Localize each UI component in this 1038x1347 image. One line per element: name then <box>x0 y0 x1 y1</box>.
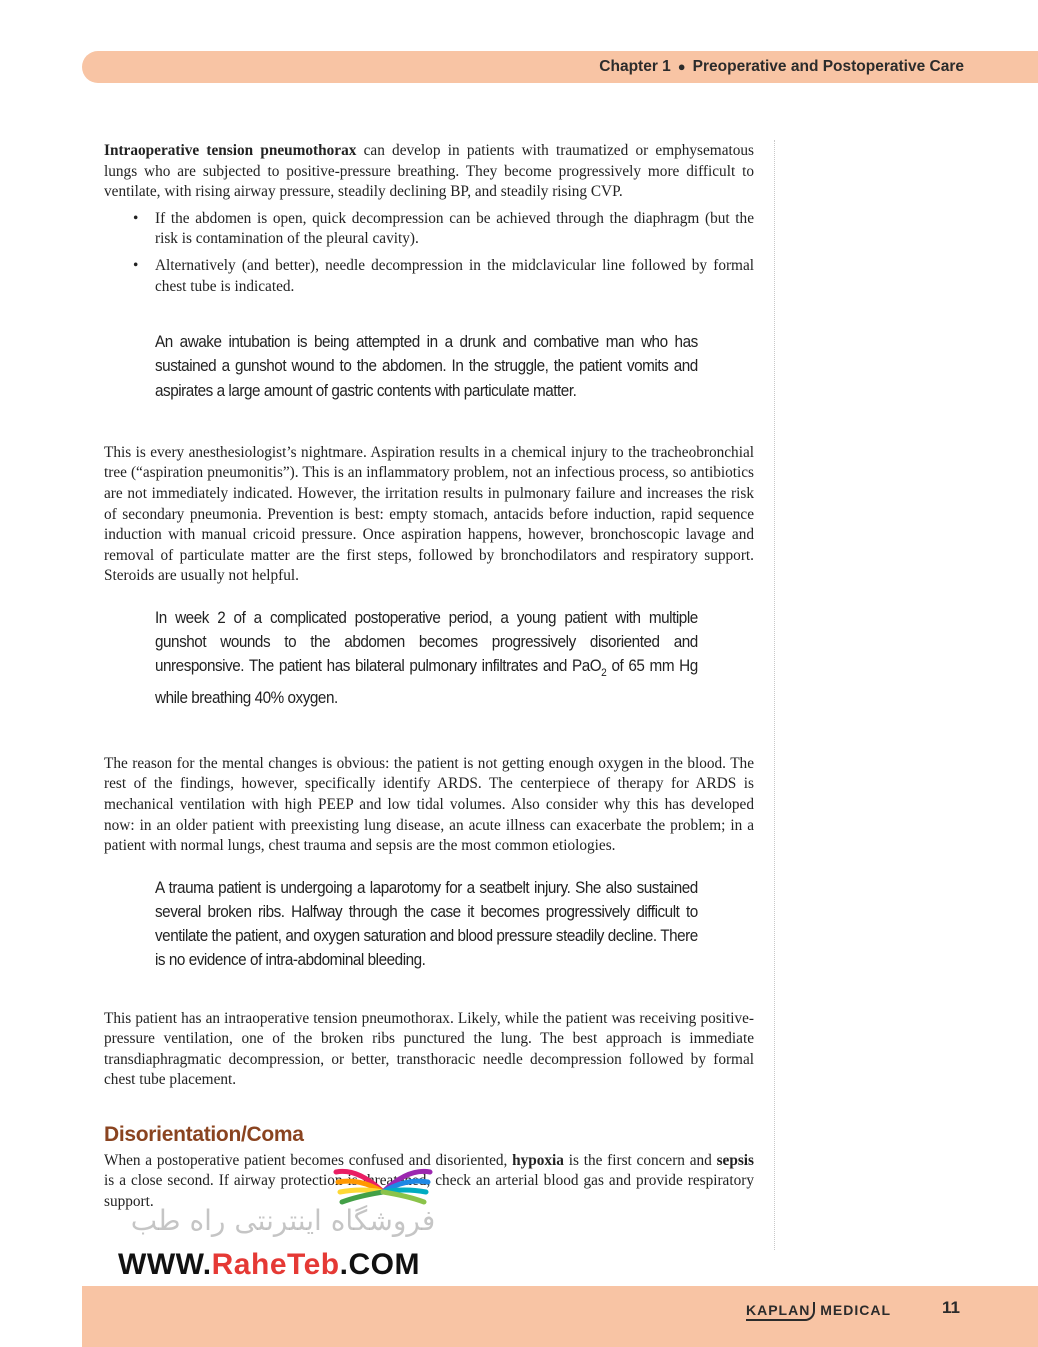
paragraph-ards: The reason for the mental changes is obvious: the patient is not getting enough oxygen in the blood. The rest of the findings, however, specifically identify ARDS. The centerpiece of therapy for ARDS is mechanical ventilation with high PEEP and low tidal volumes. Also consider why this has developed now: in an older patient with preexisting lung disease, an acute illness can exacerbate the problem; in a patient with normal lungs, chest trauma and sepsis are the most common etiologies. <box>104 754 754 855</box>
paragraph-disorientation: When a postoperative patient becomes confused and disoriented, hypoxia is the first concern and sepsis is a close second. If airway protection is threatened, check an arterial blood gas and provide respiratory support. <box>104 1151 754 1211</box>
chapter-label: Chapter 1 <box>599 58 671 75</box>
list-item: • If the abdomen is open, quick decompression can be achieved through the diaphragm (but the risk is contamination of the pleural cavity). <box>133 209 754 248</box>
watermark <box>118 1148 448 1282</box>
margin-divider <box>774 140 775 1250</box>
watermark-url: WWW.RaheTeb.COM <box>118 1248 420 1281</box>
paragraph-pneumothorax-answer: This patient has an intraoperative tension pneumothorax. Likely, while the patient was receiving positive-pressure ventilation, one of the broken ribs punctured the lung. The best approach is immediate transdiaphragmatic decompression, or better, transthoracic needle decompression followed by formal chest tube placement. <box>104 1009 754 1089</box>
watermark-persian-text: فروشگاه اینترنتی راه طب <box>130 1204 436 1237</box>
bullet-icon: • <box>133 209 139 227</box>
section-heading: Disorientation/Coma <box>104 1122 304 1146</box>
case-vignette-aspiration: An awake intubation is being attempted in a drunk and combative man who has sustained a gunshot wound to the abdomen. In the struggle, the patient vomits and aspirates a large amount of gastric contents with particulate matter. <box>155 332 698 400</box>
subscript: 2 <box>601 667 607 680</box>
page-number: 11 <box>942 1298 960 1317</box>
list-item: • Alternatively (and better), needle decompression in the midclavicular line followed by formal chest tube is indicated. <box>133 256 754 295</box>
chapter-title: Preoperative and Postoperative Care <box>692 58 964 75</box>
footer-band <box>82 1286 1038 1347</box>
paragraph-aspiration: This is every anesthesiologist’s nightmare. Aspiration results in a chemical injury to the tracheobronchial tree (“aspiration pneumonitis”). This is an inflammatory problem, not an infectious process, so antibiotics are not immediately indicated. However, the irritation results in pulmonary failure and increases the risk of secondary pneumonia. Prevention is best: empty stomach, antacids before induction, rapid sequence induction with manual cricoid pressure. Once aspiration happens, however, bronchoscopic lavage and removal of particulate matter are the first steps, followed by bronchodilators and respiratory support. Steroids are usually not helpful. <box>104 443 754 585</box>
case-vignette-trauma: A trauma patient is undergoing a laparotomy for a seatbelt injury. She also sustained several broken ribs. Halfway through the case it becomes progressively difficult to ventilate the patient, and oxygen saturation and blood pressure steadily decline. There is no evidence of intra-abdominal bleeding. <box>155 877 698 970</box>
case-vignette-ards: In week 2 of a complicated postoperative period, a young patient with multiple gunshot wounds to the abdomen becomes progressively disoriented and unresponsive. The patient has bilateral pulmonary infiltrates and PaO$_2$ of 65 mm Hg while breathing 40% oxygen. <box>155 607 698 707</box>
running-header <box>599 58 964 76</box>
bullet-icon: • <box>133 256 139 274</box>
header-separator: ● <box>677 59 686 74</box>
header-band <box>82 51 1038 83</box>
publisher-logo: KAPLAN MEDICAL <box>746 1302 891 1321</box>
paragraph-tension-pneumothorax: Intraoperative tension pneumothorax can develop in patients with traumatized or emphysematous lungs who are subjected to positive-pressure breathing. They become progressively more difficult to ventilate, with rising airway pressure, steadily declining BP, and steadily rising CVP. <box>104 142 754 201</box>
bullet-list <box>104 209 754 297</box>
main-content <box>104 141 754 1213</box>
term-tension-pneumothorax: Intraoperative tension pneumothorax <box>104 142 357 159</box>
